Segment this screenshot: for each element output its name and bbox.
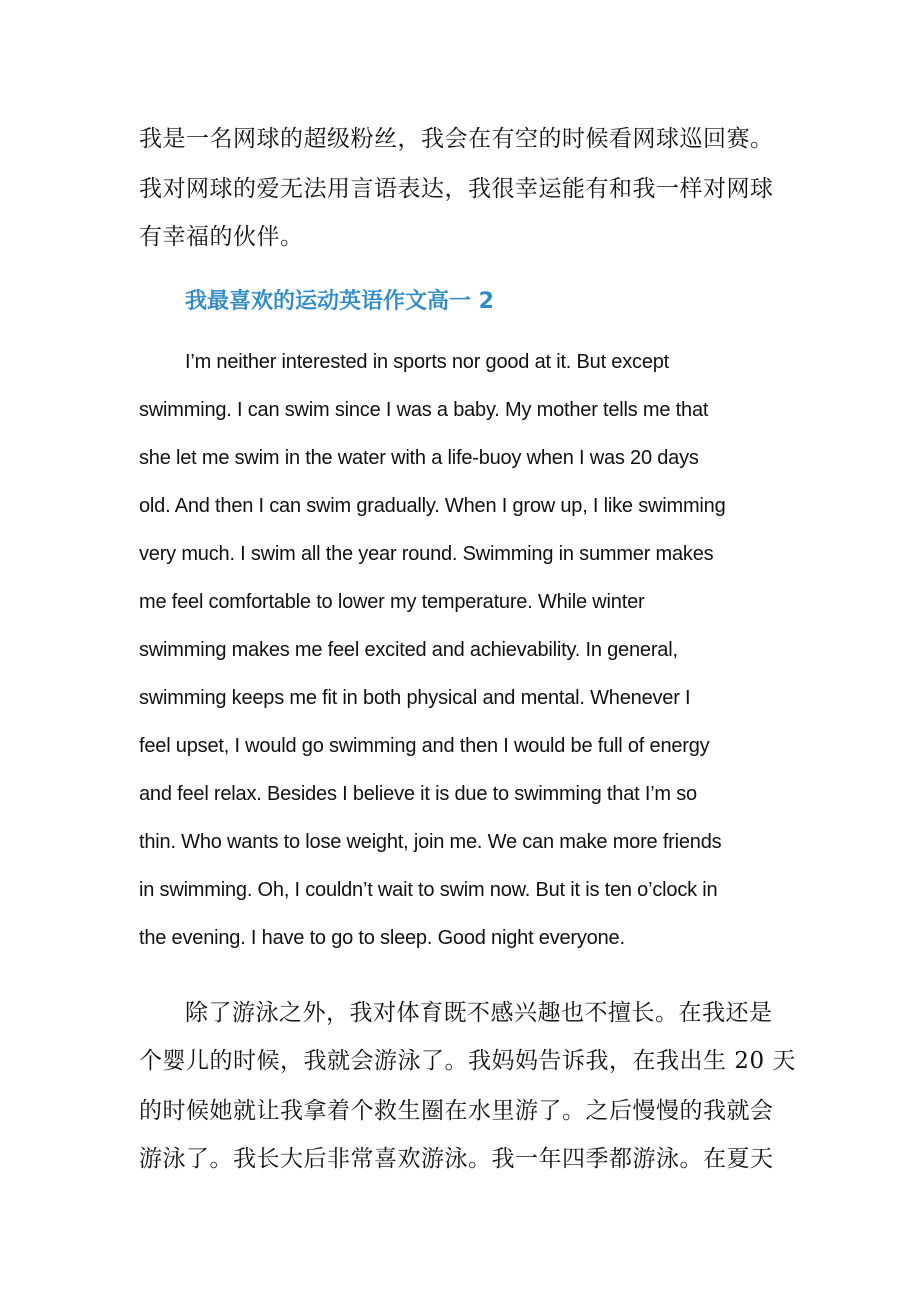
essay-line-7: swimming makes me feel excited and achievability. In general,	[139, 639, 678, 661]
essay-line-5: very much. I swim all the year round. Swimming in summer makes	[139, 543, 714, 565]
essay-line-1: I’m neither interested in sports nor good at it. But except	[185, 351, 670, 373]
intro-line-2: 我对网球的爱无法用言语表达，我很幸运能有和我一样对网球	[139, 176, 774, 202]
essay-line-6: me feel comfortable to lower my temperature. While winter	[139, 591, 645, 613]
translation-line-3: 的时候她就让我拿着个救生圈在水里游了。之后慢慢的我就会	[139, 1098, 774, 1124]
essay-line-12: in swimming. Oh, I couldn’t wait to swim now. But it is ten o’clock in	[139, 879, 718, 901]
section-heading: 我最喜欢的运动英语作文高一 2	[185, 289, 494, 314]
translation-line-2: 个婴儿的时候，我就会游泳了。我妈妈告诉我，在我出生 20 天	[139, 1048, 796, 1074]
essay-line-3: she let me swim in the water with a life-buoy when I was 20 days	[139, 447, 699, 469]
translation-line-4: 游泳了。我长大后非常喜欢游泳。我一年四季都游泳。在夏天	[139, 1146, 774, 1172]
intro-line-3: 有幸福的伙伴。	[139, 224, 304, 250]
intro-line-1: 我是一名网球的超级粉丝，我会在有空的时候看网球巡回赛。	[139, 126, 774, 152]
essay-line-13: the evening. I have to go to sleep. Good night everyone.	[139, 927, 625, 949]
essay-line-4: old. And then I can swim gradually. When I grow up, I like swimming	[139, 495, 726, 517]
translation-line-1: 除了游泳之外，我对体育既不感兴趣也不擅长。在我还是	[185, 1000, 773, 1026]
essay-line-2: swimming. I can swim since I was a baby. My mother tells me that	[139, 399, 709, 421]
essay-line-11: thin. Who wants to lose weight, join me. We can make more friends	[139, 831, 722, 853]
essay-line-9: feel upset, I would go swimming and then I would be full of energy	[139, 735, 710, 757]
essay-line-10: and feel relax. Besides I believe it is due to swimming that I’m so	[139, 783, 697, 805]
essay-line-8: swimming keeps me fit in both physical and mental. Whenever I	[139, 687, 691, 709]
